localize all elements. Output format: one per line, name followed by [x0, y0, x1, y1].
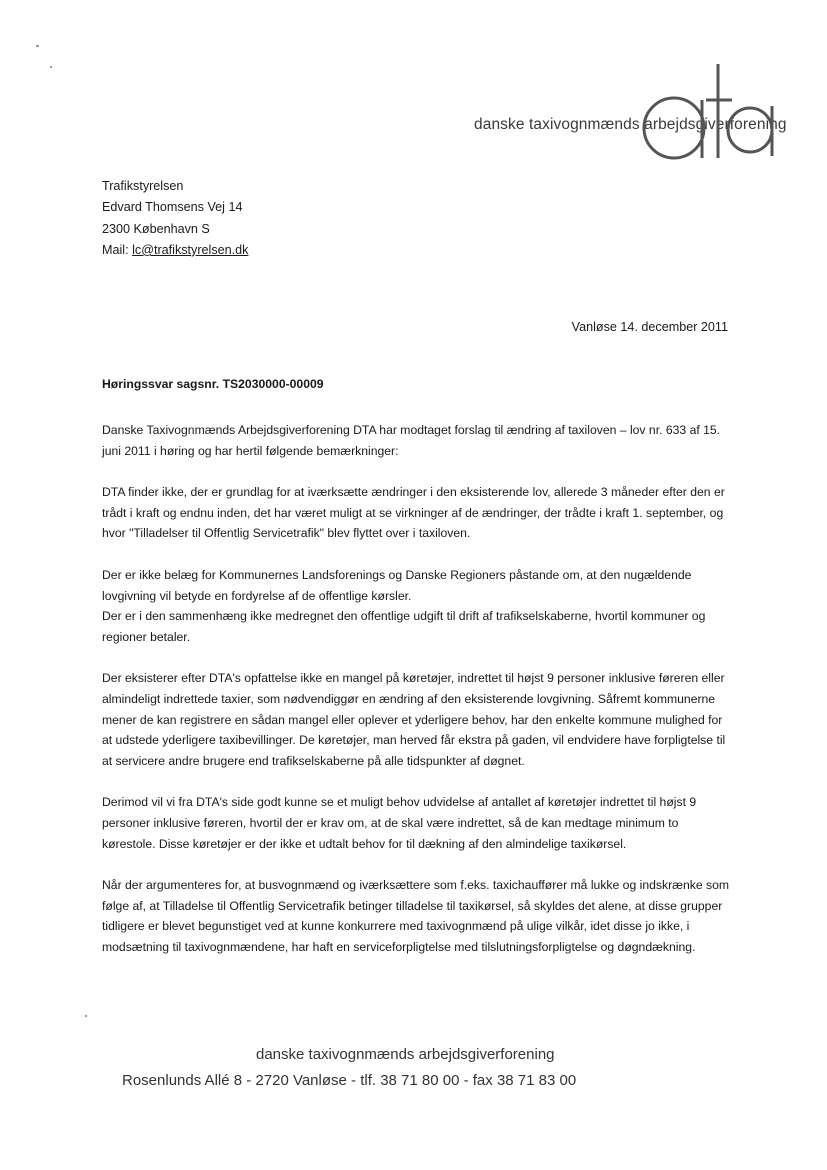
recipient-city: 2300 København S [102, 221, 210, 236]
paragraph-no-evidence: Der er ikke belæg for Kommunernes Landsforenings og Danske Regioners påstande om, at den nugældende lovgivning vil betyde en fordyrelse af de offentlige kørsler. [102, 567, 692, 603]
scan-speck [50, 66, 52, 68]
paragraph-wheelchair-vehicles: Derimod vil vi fra DTA's side godt kunne se et muligt behov udvidelse af antallet af køretøjer indrettet til højst 9 personer inklusive føreren, hvortil der er krav om, at de skal være indrettet, så de kan medtage minimum to kørestole. Disse køretøjer er der ikke et udtalt behov for til dækning af den almindelige taxikørsel. [102, 795, 697, 851]
scan-speck [85, 1015, 87, 1017]
recipient-name: Trafikstyrelsen [102, 179, 184, 193]
logo-org-name: danske taxivognmænds arbejdsgiverforening [474, 116, 787, 133]
letter-subject: Høringssvar sagsnr. TS2030000-00009 [102, 377, 324, 391]
recipient-mail-line [102, 240, 248, 261]
footer-org-name: danske taxivognmænds arbejdsgiverforening [256, 1046, 555, 1063]
recipient-street: Edvard Thomsens Vej 14 [102, 200, 243, 215]
paragraph-public-cost: Der er i den sammenhæng ikke medregnet den offentlige udgift til drift af trafikselskaberne, hvortil kommuner og regioner betaler. [102, 609, 706, 644]
footer-address: Rosenlunds Allé 8 - 2720 Vanløse - tlf. 38 71 80 00 - fax 38 71 83 00 [122, 1072, 577, 1089]
paragraph-intro: Danske Taxivognmænds Arbejdsgiverforening DTA har modtaget forslag til ændring af taxiloven – lov nr. 633 af 15. juni 2011 i høring og har hertil følgende bemærkninger: [102, 423, 721, 458]
letter-body [102, 420, 730, 978]
mail-label: Mail: [102, 242, 129, 257]
scan-speck [36, 45, 39, 47]
mail-link[interactable]: lc@trafikstyrelsen.dk [132, 242, 249, 257]
letter-date: Vanløse 14. december 2011 [571, 320, 728, 334]
paragraph-no-basis: DTA finder ikke, der er grundlag for at iværksætte ændringer i den eksisterende lov, allerede 3 måneder efter den er trådt i kraft og endnu inden, det har været muligt at se virkninger af de ændringer, der trådte i kraft 1. september, og hvor "Tilladelser til Offentlig Servicetrafik" blev flyttet over i taxiloven. [102, 485, 725, 541]
paragraph-no-shortage: Der eksisterer efter DTA's opfattelse ikke en mangel på køretøjer, indrettet til højst 9 personer inklusive føreren eller almindeligt indrettede taxier, som nødvendiggør en ændring af den eksisterende lovgivning. Såfremt kommunerne mener de kan registrere en sådan mangel eller oplever et yderligere behov, har den enkelte kommune mulighed for at udstede yderligere taxibevillinger. De køretøjer, man herved får ekstra på gaden, vil endvidere have forpligtelse til at servicere andre brugere end trafikselskaberne på alle tidspunkter af døgnet. [102, 671, 726, 768]
dta-logo-mark [640, 60, 780, 160]
paragraph-bus-operators: Når der argumenteres for, at busvognmænd og iværksættere som f.eks. taxichauffører må lukke og indskrænke som følge af, at Tilladelse til Offentlig Servicetrafik betinger tilladelse til taxikørsel, så skyldes det alene, at disse grupper tidligere er blevet begunstiget ved at kunne konkurrere med taxivognmænd på ulige vilkår, idet disse jo ikke, i modsætning til taxivognmændene, har haft en serviceforpligtelse med tilslutningsforpligtelse og døgndækning. [102, 878, 730, 954]
recipient-address [102, 176, 248, 261]
